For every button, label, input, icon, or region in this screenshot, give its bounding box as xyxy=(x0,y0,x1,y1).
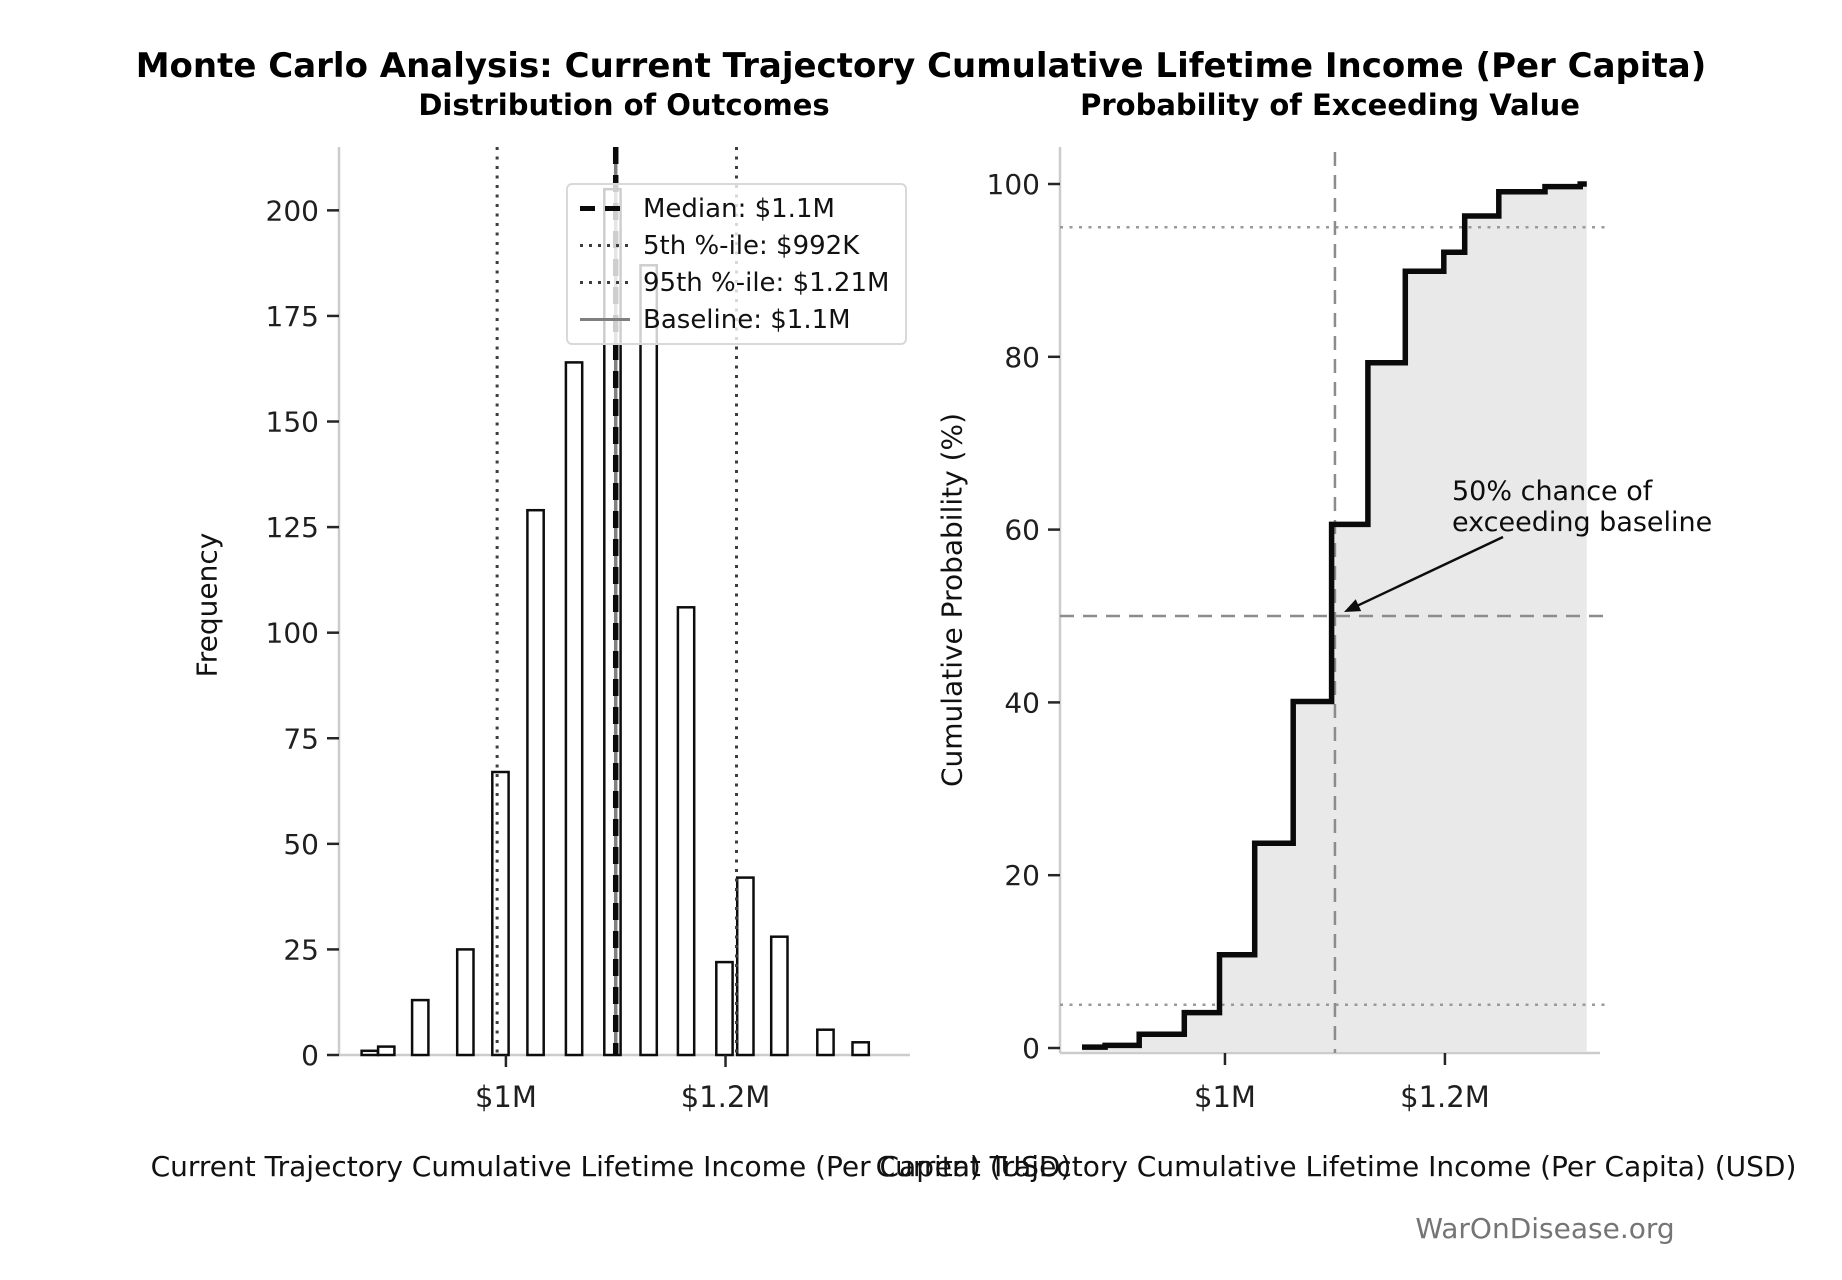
histogram-bar xyxy=(492,772,508,1055)
histogram-bar xyxy=(378,1047,394,1055)
histogram-bar xyxy=(362,1051,378,1055)
histogram-bar xyxy=(412,1000,428,1055)
histogram-bar xyxy=(641,265,657,1055)
y-axis-tick-label: 125 xyxy=(265,511,319,545)
y-axis-tick-label: 75 xyxy=(283,722,319,756)
legend-label-median: Median: $1.1M xyxy=(643,193,835,224)
y-axis-tick-label: 0 xyxy=(301,1039,319,1072)
median-line-sample-icon xyxy=(580,206,630,211)
y-axis-tick-label: 100 xyxy=(265,616,319,650)
legend-label-95th-percentile: 95th %-ile: $1.21M xyxy=(643,267,890,298)
histogram-bar xyxy=(527,510,543,1055)
x-axis-tick-label: $1.2M xyxy=(1400,1080,1490,1114)
right-y-axis-label: Cumulative Probability (%) xyxy=(935,412,969,788)
y-axis-tick-label: 200 xyxy=(265,194,319,228)
annotation-line-2: exceeding baseline xyxy=(1452,507,1713,538)
left-x-axis-label: Current Trajectory Cumulative Lifetime Income (Per Capita) (USD) xyxy=(150,1150,1072,1183)
y-axis-tick-label: 100 xyxy=(986,168,1040,201)
left-plot-title: Distribution of Outcomes xyxy=(418,88,830,122)
legend-label-5th-percentile: 5th %-ile: $992K xyxy=(643,230,860,261)
dotted-line-sample-icon xyxy=(580,244,630,247)
histogram-bar xyxy=(457,949,473,1055)
legend-item-5th-percentile xyxy=(580,227,889,264)
y-axis-tick-label: 0 xyxy=(1022,1032,1040,1065)
histogram-bar xyxy=(853,1042,869,1055)
histogram-bar xyxy=(716,962,732,1055)
dotted-line-sample-icon xyxy=(580,281,630,284)
y-axis-tick-label: 175 xyxy=(265,299,319,333)
legend-label-baseline: Baseline: $1.1M xyxy=(643,304,851,335)
legend-item-median xyxy=(580,190,889,227)
histogram-bar xyxy=(678,607,694,1055)
annotation-line-1: 50% chance of xyxy=(1452,476,1653,507)
right-plot-title: Probability of Exceeding Value xyxy=(1080,88,1580,122)
y-axis-tick-label: 50 xyxy=(283,827,319,861)
solid-line-sample-icon xyxy=(580,318,630,321)
y-axis-tick-label: 60 xyxy=(1004,513,1040,547)
y-axis-tick-label: 150 xyxy=(265,405,319,439)
y-axis-tick-label: 20 xyxy=(1004,859,1040,893)
histogram-bar xyxy=(737,878,753,1055)
histogram-bar xyxy=(817,1030,833,1055)
watermark: WarOnDisease.org xyxy=(1415,1212,1675,1245)
x-axis-tick-label: $1M xyxy=(474,1080,537,1114)
histogram-bar xyxy=(771,937,787,1055)
left-y-axis-label: Frequency xyxy=(190,532,224,678)
right-x-axis-label: Current Trajectory Cumulative Lifetime Income (Per Capita) (USD) xyxy=(875,1150,1797,1183)
y-axis-tick-label: 40 xyxy=(1004,686,1040,720)
figure-title: Monte Carlo Analysis: Current Trajectory Cumulative Lifetime Income (Per Capita) xyxy=(135,46,1707,86)
y-axis-tick-label: 80 xyxy=(1004,340,1040,374)
legend xyxy=(566,183,907,345)
y-axis-tick-label: 25 xyxy=(283,933,319,967)
x-axis-tick-label: $1M xyxy=(1194,1080,1256,1114)
legend-item-95th-percentile xyxy=(580,264,889,301)
histogram-bar xyxy=(566,362,582,1055)
annotation-50-percent xyxy=(1452,476,1712,538)
legend-item-baseline xyxy=(580,301,889,338)
x-axis-tick-label: $1.2M xyxy=(680,1080,771,1114)
